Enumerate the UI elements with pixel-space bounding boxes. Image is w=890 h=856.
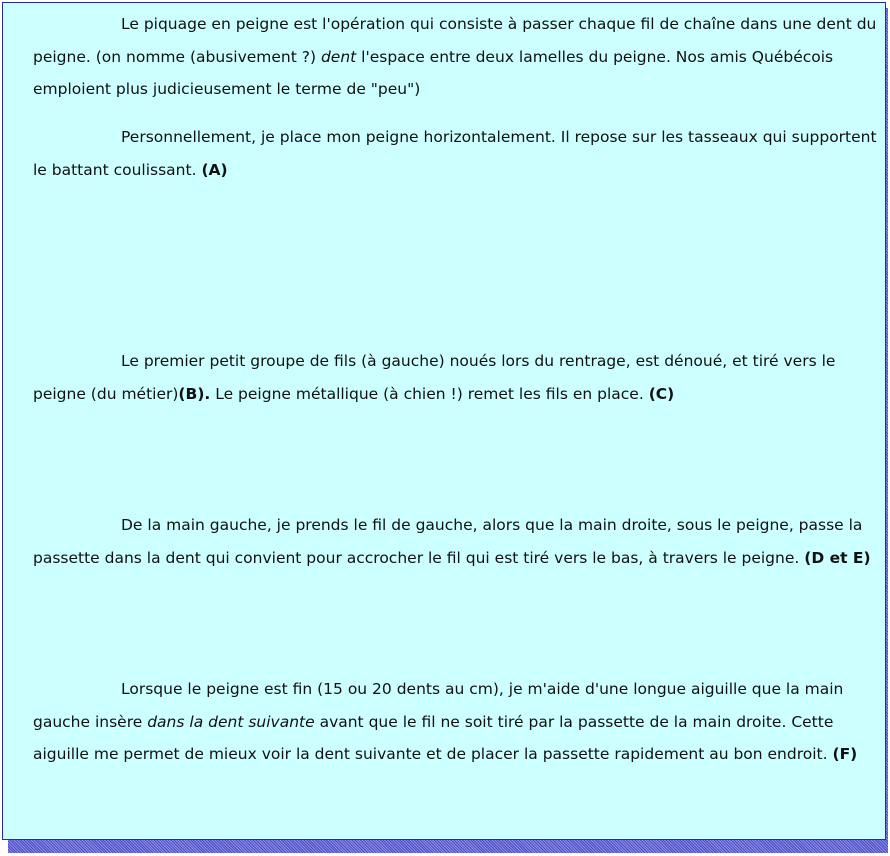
figure-ref-a: (A) — [201, 160, 228, 179]
paragraph-premier-groupe: Le premier petit groupe de fils (à gauche) noués lors du rentrage, est dénoué, et tiré vers le peigne (du métier)(B). Le peigne métallique (à chien !) remet les fils en place. (C) — [33, 352, 836, 403]
paragraph-peigne-position: Personnellement, je place mon peigne horizontalement. Il repose sur les tasseaux qui supportent le battant coulissant. (A) — [33, 128, 877, 179]
figure-ref-c: (C) — [648, 384, 675, 403]
term-dent-suivante: dans la dent suivante — [147, 712, 315, 731]
paragraph-aiguille: Lorsque le peigne est fin (15 ou 20 dents au cm), je m'aide d'une longue aiguille que la main gauche insère dans la dent suivante avant que le fil ne soit tiré par la passette de la main droite. Cette aiguille me permet de mieux voir la dent suivante et de placer la passette rapidement au bon endroit. (F) — [33, 680, 858, 763]
figure-ref-f: (F) — [832, 745, 858, 763]
paragraph-main-gauche: De la main gauche, je prends le fil de gauche, alors que la main droite, sous le peigne, passe la passette dans la dent qui convient pour accrocher le fil qui est tiré vers le bas, à travers le peigne. (D et E) — [33, 516, 871, 567]
text-box — [2, 2, 886, 840]
figure-ref-d-e: (D et E) — [804, 548, 871, 567]
paragraph-piquage-definition: Le piquage en peigne est l'opération qui consiste à passer chaque fil de chaîne dans une dent du peigne. (on nomme (abusivement ?) dent l'espace entre deux lamelles du peigne. Nos amis Québécois emploient plus judicieusement le terme de "peu") — [33, 15, 877, 98]
term-dent: dent — [320, 47, 357, 66]
figure-ref-b: (B). — [178, 384, 211, 403]
